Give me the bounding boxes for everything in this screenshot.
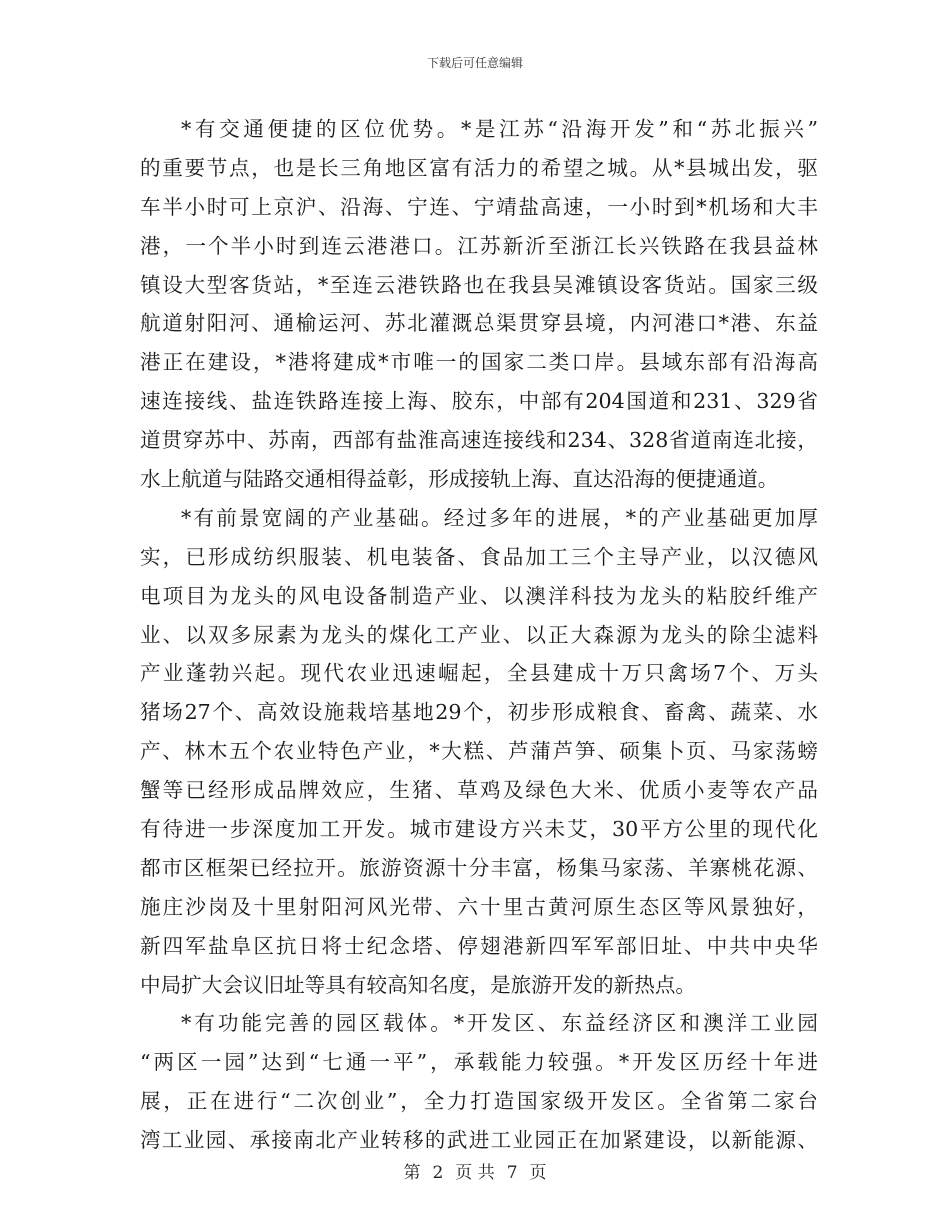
text-line: 产业蓬勃兴起。现代农业迅速崛起，全县建成十万只禽场7个、万头 (140, 661, 818, 686)
text-line: *有前景宽阔的产业基础。经过多年的进展，*的产业基础更加厚 (181, 505, 818, 530)
footer-suffix: 页 (529, 1163, 547, 1183)
text-line: 镇设大型客货站，*至连云港铁路也在我县吴滩镇设客货站。国家三级 (140, 272, 818, 297)
text-line: 展，正在进行“二次创业”，全力打造国家级开发区。全省第二家台 (140, 1089, 818, 1114)
footer-page-number: 2 (432, 1163, 444, 1183)
text-line: 施庄沙岗及十里射阳河风光带、六十里古黄河原生态区等风景独好， (140, 894, 818, 919)
header-text: 下载后可任意编辑 (426, 56, 523, 70)
text-line: 速连接线、盐连铁路连接上海、胶东，中部有204国道和231、329省 (140, 389, 818, 414)
text-line: 航道射阳河、通榆运河、苏北灌溉总渠贯穿县境，内河港口*港、东益 (140, 311, 818, 336)
text-line: 实，已形成纺织服装、机电装备、食品加工三个主导产业，以汉德风 (140, 544, 818, 569)
text-line: 湾工业园、承接南北产业转移的武进工业园正在加紧建设，以新能源、 (140, 1128, 818, 1153)
footer-prefix: 第 (403, 1163, 421, 1183)
text-line: 车半小时可上京沪、沿海、宁连、宁靖盐高速，一小时到*机场和大丰 (140, 194, 818, 219)
text-line: 业、以双多尿素为龙头的煤化工产业、以正大森源为龙头的除尘滤料 (140, 622, 818, 647)
text-line: “两区一园”达到“七通一平”，承载能力较强。*开发区历经十年进 (140, 1050, 818, 1075)
text-line: 都市区框架已经拉开。旅游资源十分丰富，杨集马家荡、羊寨桃花源、 (140, 855, 818, 880)
text-line: 有待进一步深度加工开发。城市建设方兴未艾，30平方公里的现代化 (140, 817, 818, 842)
text-line: 道贯穿苏中、苏南，西部有盐淮高速连接线和234、328省道南连北接， (140, 428, 818, 453)
text-line: 的重要节点，也是长三角地区富有活力的希望之城。从*县城出发，驱 (140, 155, 818, 180)
text-line: 水上航道与陆路交通相得益彰，形成接轨上海、直达沿海的便捷通道。 (140, 467, 779, 492)
page-footer (0, 1158, 950, 1183)
text-line: 港正在建设，*港将建成*市唯一的国家二类口岸。县域东部有沿海高 (140, 350, 818, 375)
text-line: *有功能完善的园区载体。*开发区、东益经济区和澳洋工业园 (181, 1011, 818, 1036)
text-line: 电项目为龙头的风电设备制造产业、以澳洋科技为龙头的粘胶纤维产 (140, 583, 818, 608)
text-line: 新四军盐阜区抗日将士纪念塔、停翅港新四军军部旧址、中共中央华 (140, 933, 818, 958)
text-line: 猪场27个、高效设施栽培基地29个，初步形成粮食、畜禽、蔬菜、水 (140, 700, 818, 725)
document-body (140, 110, 818, 1160)
footer-mid: 页 共 (455, 1163, 495, 1183)
page-header (0, 54, 950, 71)
text-line: 港，一个半小时到连云港港口。江苏新沂至浙江长兴铁路在我县益林 (140, 233, 818, 258)
text-line: 蟹等已经形成品牌效应，生猪、草鸡及绿色大米、优质小麦等农产品 (140, 778, 818, 803)
text-line: 产、林木五个农业特色产业，*大糕、芦蒲芦笋、硕集卜页、马家荡螃 (140, 739, 818, 764)
text-line: *有交通便捷的区位优势。*是江苏“沿海开发”和“苏北振兴” (181, 117, 818, 141)
footer-total-pages: 7 (506, 1163, 518, 1183)
text-line: 中局扩大会议旧址等具有较高知名度，是旅游开发的新热点。 (140, 972, 697, 997)
